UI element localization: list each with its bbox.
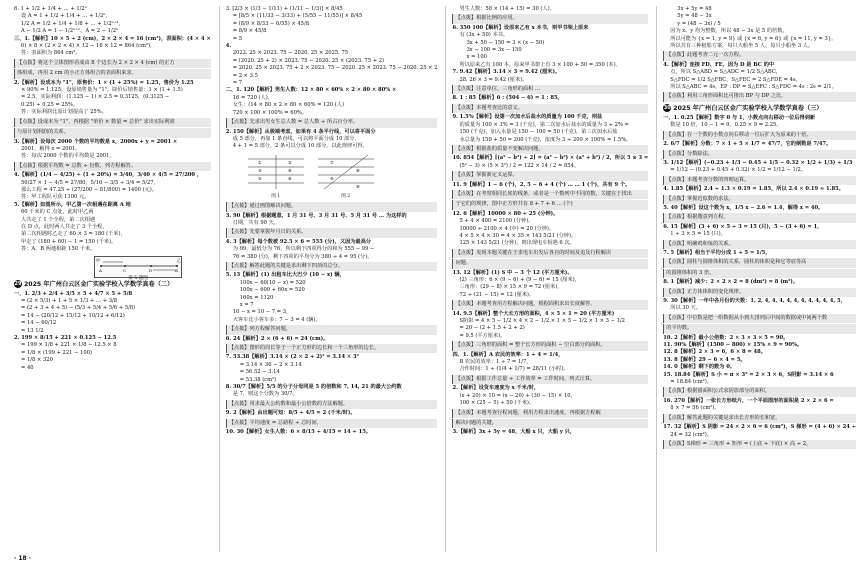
answer-line: = 199 × 1/8 + 221 × 1/8 − 12.5 × 8 xyxy=(21,342,117,349)
answer-line: 16 = 720 (人)， xyxy=(232,94,273,101)
col1-block-a xyxy=(14,6,211,254)
answer-line: 甲走了 (180 + 60) − 1 = 150 (千米)。 xyxy=(21,238,117,245)
answer-line: 720 × 100 × 100% = 60%。 xyxy=(232,109,308,116)
tip-note: 【点拨】发现本题关键在于求电车出发后各自的时间及追及行程解决 xyxy=(452,249,648,258)
answer-line: 所以可能为 {x = 1, y = 9} 或 {x = 6, y = 6} 或 {x = 11, y = 3}。 xyxy=(670,35,837,42)
answer-line: 7. 9.42【解析】3.14 × 3 = 9.42 (厘米)。 xyxy=(452,69,561,76)
answer-line: 150 (千克)，加入水量是 150 − 100 = 50 (千克)，第三次加水后盐 xyxy=(459,129,618,136)
tip-note: 【点拨】利用三角形面积比可推出 BP 与 DP 之比。 xyxy=(663,92,856,101)
answer-line: = (2 + 3 + 4 + 5) − (5/3 + 5/4 + 5/6 + 5/8) xyxy=(21,305,136,312)
answer-line: 有 (3x + 50) 本书。 xyxy=(459,32,509,39)
answer-line: 9. 2【解析】由出题可知：8/5 ÷ 4/5 = 2 (千米/时)。 xyxy=(225,410,356,417)
answer-line: B 农民的效率：1 ÷ 7 = 1/7， xyxy=(459,359,532,366)
answer-line: 答：A、B 两地相距 150 千米。 xyxy=(21,246,96,253)
tip-note: 【点拨】本题考查行程问题，利用方程求出速度，再根据方程解 xyxy=(452,409,648,418)
answer-line: 所以 30 天。 xyxy=(670,305,701,312)
answer-line: 2. 150【解析】从极端考虑，如果有 4 条平行线，可以将平面分 xyxy=(225,128,376,135)
answer-line: × 90% = 1.125，设原销售量为 "1"，降价后销售量：1 × (1 + 1.5) xyxy=(21,87,183,94)
answer-line: 4 × 5 × 4 × 30 = 4 × 35 × 143 5/21 (分钟)。 xyxy=(459,232,577,239)
answer-line: 10. 30【解析】女生人数：6 × 8/15 ÷ 4/15 = 14 ÷ 15。 xyxy=(225,429,371,436)
svg-text:⑦: ⑦ xyxy=(329,159,334,165)
answer-line: 在 D 点，此时两人共走了 3 个全程， xyxy=(21,223,108,230)
figure-caption: 第 5 题图 xyxy=(128,276,148,281)
svg-text:②: ② xyxy=(287,159,292,165)
answer-line: 0.25) ÷ 0.25 = 25%。 xyxy=(21,101,79,108)
tip-note: 【点拨】列方程解答问题。 xyxy=(226,325,438,334)
answer-line: S阴影 = 4 × 5 − 1/2 × 4 × 2 − 1/2 × 1 × 5 − 1/2 × 1 × 3 − 1/2 xyxy=(459,318,625,325)
fig-label: A xyxy=(99,267,102,273)
answer-line: 160x = 1120 xyxy=(239,294,274,301)
answer-line: 5.【解析】如图所示，甲乙第一次相遇在距离 A 地 xyxy=(14,201,131,208)
column-2 xyxy=(219,6,438,552)
answer-line: 大客车比小客车多：7 − 3 = 4 (辆)。 xyxy=(232,316,321,323)
tip-note: 【点拨】根据圆面积公式求阴影部分的面积。 xyxy=(663,387,856,396)
answer-line: 的质量为 100 × 3% = 3 (千克)，第二次加水后盐水的质量为 3 ÷ 2% = xyxy=(459,121,629,128)
journey-figure xyxy=(94,256,182,281)
answer-line: 3x + 5y = 48 xyxy=(677,6,712,12)
answer-line: 60 千米的 C 点处，此时甲乙两 xyxy=(21,209,94,216)
answer-line: 女生：(14 × 80 × 2 × 80 × 60% = 120 (人) xyxy=(232,102,344,109)
answer-line: = 13 1/2 xyxy=(21,327,44,334)
answer-line: = 56.52 − 3.14 xyxy=(239,369,280,376)
tip-note: 【点拨】解答此题的关键是求出剩下四项的总分。 xyxy=(226,262,438,271)
answer-line: x = 100 xyxy=(466,54,487,61)
svg-text:⑤: ⑤ xyxy=(257,175,262,181)
tip-note: 【点拨】图形的周长等于一个正方形的边长和一个三角形的边长。 xyxy=(226,344,438,353)
section-heading-3 xyxy=(663,104,856,113)
tip-note: 【点拨】掌握新定义运算。 xyxy=(452,171,648,180)
answer-line: 12. 8【解析】2 × 3 = 6，6 × 8 = 48。 xyxy=(663,349,766,356)
tip-note: 【点拨】在一个数的小数点向右移动一位后扩大为原来的十倍。 xyxy=(663,131,856,140)
column-4 xyxy=(656,6,856,552)
answer-line: 三角形：(29 − 8) × 15 × 9 = 72 (厘米)， xyxy=(459,284,563,291)
answer-line: = 40 xyxy=(21,364,34,371)
answer-line: 76 = 380 (分)，剩下四项的平均分为 380 ÷ 4 = 95 (分)。 xyxy=(232,253,373,260)
answer-line: 16. 270【解析】一张长方形纸片，一个平面图形的面积是 2 × 2 × 6 = xyxy=(663,397,834,404)
answer-line: 10. 2【解析】最小公倍数：2 × 3 × 3 × 5 = 90。 xyxy=(663,334,789,341)
answer-line: 1 ÷ 3 × 5 = 15 (只)。 xyxy=(670,231,726,238)
answer-line: 8. 1【解析】减少：2 × 2 × 2 = 8 (dm³) = 8 (m³)。 xyxy=(663,279,799,286)
answer-line: = 1/8 × 320 xyxy=(21,357,53,364)
answer-line: 3. 90【解析】根据题意，1 月 31 号、3 月 31 号、5 月 31 号 … 为这样的 xyxy=(225,212,407,219)
answer-line: = (2020. 25 + 2) × 2023. 75 − 2020. 25 × (2023. 75 + 2) xyxy=(232,57,385,64)
answer-line: 四、1.【解析】A 农民的效率：1 ÷ 4 = 1/4， xyxy=(452,351,564,358)
section-title: 2025 年广州白云区金广实验学校入学数学真卷（二） xyxy=(24,280,174,288)
svg-text:⑨: ⑨ xyxy=(329,175,334,181)
answer-line: 二、1. 120【解析】男生人数：12 × 80 × 60% × 2 × 80 × 80% × xyxy=(225,87,397,94)
answer-line: 答：每次 2000 个数的平均数是 2001。 xyxy=(21,153,115,160)
answer-line: 合作时间：1 ÷ (1/4 + 1/7) = 28/11 (小时)。 xyxy=(459,366,569,373)
answer-line: = 2020. 25 × 2023. 75 + 2 × 2023. 75 − 2020. 25 × 2023. 75 − 2020. 25 × 2 xyxy=(232,65,438,72)
answer-line: 6. 1 + 1/2 + 1/4 + … + 1/2ⁿ xyxy=(14,6,87,12)
parallel-lines-diagram-1 xyxy=(246,153,306,191)
answer-line: 5y = 48 − 3x xyxy=(677,13,712,20)
answer-line: 一、1. 0.25【解析】数字 0 与 1，小数点向右移动一位后得到新 xyxy=(663,114,816,121)
tip-note: 体组成，再用 2 cm 的小正方体组合的表面积来求。 xyxy=(14,69,211,78)
answer-line: 6. 350 100【解析】设原来乙有 x 本书，则甲书架上原来 xyxy=(452,24,589,31)
answer-line: 3.【解析】设每次 2000 个数的平均数是 x，2000x + y = 2001 × xyxy=(14,138,178,145)
answer-line: S△FDC = 1/2 S△FBC，S△FEC = 2 S△FDE = 4s， xyxy=(670,76,801,83)
tip-note: 与原计划利润的关系。 xyxy=(14,128,211,137)
answer-line: 24 = 32 (cm²)。 xyxy=(670,431,712,438)
answer-line: 9. 30【解析】一年中各月份的天数：1, 2, 4, 4, 4, 4, 4, 4, 4, 4, 4, 4, 5， xyxy=(663,298,846,304)
answer-line: = 20 − (2 + 1.5 + 2 + 2) xyxy=(459,325,525,332)
answer-line: 4.【解析】(1/4 − 4/25) ÷ (1 + 20%) = 3/40，3/40 × 4/5 = 27/200 ， xyxy=(14,172,203,179)
answer-line: = (8/9 × 8/33 − 6/55) × 45/8 xyxy=(232,20,310,27)
answer-line: 17. 32【解析】S 阴影 = 24 × 2 × 6 = 6 (cm²)，S 梯形 = (4 + 6) × 24 ÷ xyxy=(663,424,856,431)
col3-block-a xyxy=(452,6,648,437)
answer-line: 11. 9【解析】1 − 6 (个)，2, 5 − 6 + 4 (个) … … 1 (个)，共有 9 个。 xyxy=(452,181,631,188)
answer-line: 50/27 × 1 − 4/5 = 27/80，5/16 − 3/5 ÷ 3/4 = 5/27， xyxy=(21,179,159,186)
answer-line: 点，所以 S△ABD = S△ADC = 1/2 S△ABC， xyxy=(670,69,781,76)
answer-line: 男生人数：58 × (14 + 15) = 30 (人)。 xyxy=(459,6,555,12)
figure-2 xyxy=(316,153,376,200)
answer-line: 8. 1 : 85【解析】6 : (504 − 6) = 1 : 85。 xyxy=(452,95,563,102)
answer-line: 三、1.【解析】10 × 5 ÷ 2 (cm)，2 × 2 × 4 = 16 (cm²)，表面积：(4 × 4 × xyxy=(14,35,211,42)
tip-note: 【点拨】根据盐的质量不变解决问题。 xyxy=(452,145,648,154)
answer-line: (x + 20) × 10 = (x − 20) + (30 − 15) × 10， xyxy=(459,392,576,399)
answer-line: 13. 12【解析】(1) S 中 − 3 个 12 (平方厘米)。 xyxy=(452,269,573,276)
answer-line: 4.【解析】连接 FD、FE，因为 D 是 BC 的中 xyxy=(663,61,775,68)
answer-line: 2.【解析】设成本为 "1"，原售价：1 × (1 + 25%) = 1.25，售价为 1.25 xyxy=(14,79,194,86)
tip-note: 【点拨】本题考查比的意义。 xyxy=(452,104,648,113)
answer-line: 5. 13【解析】(1) 出租车比大巴少 (10 − x) 辆， xyxy=(225,272,345,279)
answer-line: = 1/12 − (0.23 + 0.45 + 0.32) × 1/2 = 1/12 − 1/2。 xyxy=(670,167,807,174)
tip-note: 【点拨】S梯形 = 三角形 + 矩形 = (上底 + 下底) × 高 ÷ 2。 xyxy=(663,440,856,449)
tip-note: 【点拨】平均速度 = 总路程 ÷ 总时间。 xyxy=(226,419,438,428)
answer-line: 是 7，则这个分数为 30/7。 xyxy=(232,391,298,398)
answer-line: (2) 三角形：6 × (9 − 6) + (9 − 6) = 15 (厘米)， xyxy=(459,277,580,283)
answer-line: 4. xyxy=(225,43,232,50)
answer-line: 所以共有三种租船方案，每只大船坐 5 人，每只小船坐 3 人。 xyxy=(670,43,814,50)
fig-label: B xyxy=(175,267,178,273)
answer-line: 28. 26 × 3 = 9.42 (厘米)。 xyxy=(459,76,528,83)
tip-note: 【点拨】根据题意列方程。 xyxy=(663,213,856,222)
answer-line: 所以原来乙有 100 本，原来甲书架上有 3 × 100 + 50 = 350 (本)。 xyxy=(459,61,621,68)
answer-line: 7. 53.38【解析】3.14 × (2 × 2 + 2)² = 3.14 × 3² xyxy=(225,354,359,361)
answer-line: 100x − 600 + 60x = 520 xyxy=(239,287,305,294)
tip-note: 【点拨】中位数是把一组数据从小到大排列后中间的数据或中间两个数 xyxy=(663,314,856,323)
tip-note: 【点拨】此题考查二元一次方程。 xyxy=(663,51,856,60)
tip-note: 【点拨】在考察相同长度的线条，或者是一个数列中不同的数，关键在于找出 xyxy=(452,190,648,199)
svg-text:⑩: ⑩ xyxy=(355,183,360,189)
tip-note: 【点拨】解答此题的关键是求出长方形的长和宽。 xyxy=(663,414,856,423)
answer-line: = 53.38 (cm²) xyxy=(239,376,277,383)
section-title: 2025 年广州白云区金广实验学校入学数学真卷（三） xyxy=(673,104,823,112)
answer-line: 7. 5【解析】相当于平均分成 1 ÷ 5 = 1/5， xyxy=(663,249,771,256)
fig-label: 甲 xyxy=(96,257,100,263)
tip-note: 【点拨】注意单位，三角形的面积 … xyxy=(452,85,648,94)
tip-note: 【点拨】将这个立体图形看成由 8 个边长为 2 × 2 × 4 (cm) 的正方 xyxy=(14,59,211,68)
line-division-figures xyxy=(246,153,438,200)
parallel-lines-diagram-2 xyxy=(316,153,376,191)
answer-line: 4. 1.85【解析】2.4 ÷ 1.3 × 0.19 = 1.85，所以 2.4 × 0.19 ≈ 1.85。 xyxy=(663,186,844,193)
answer-line: = 18.84 (cm²)。 xyxy=(670,379,712,386)
answer-line: = (2 × 5/3) + 1 + 5 × 1/3 + … + 3/8 xyxy=(21,298,118,304)
tip-note: 【点拨】根据平均数 = 总数 ÷ 份数，列方程解答。 xyxy=(14,162,211,171)
answer-line: 第二次相遇时乙走了 60 × 3 = 180 (千米)， xyxy=(21,231,126,238)
answer-line: 125 × 143 5/21 (分钟)，则出现电车相遇 6 次。 xyxy=(459,240,575,247)
tip-note: 【点拨】圆柱与圆锥体积的关系，圆柱的体积是和它等底等高 xyxy=(663,258,856,267)
answer-line: 10000 ÷ 2100 × 4 (中) = 20 (分钟)。 xyxy=(459,225,555,232)
tip-note: 【点拨】本题考查分数的四则运算。 xyxy=(663,176,856,185)
fig-label: D xyxy=(149,267,153,273)
fig-label: 乙 xyxy=(177,257,181,263)
answer-line: 成 5 部分，再加 1 条直线，可以将平面分成 10 部分， xyxy=(232,135,360,142)
answer-line: 3x − 100 = 3x − 150 xyxy=(466,47,522,54)
svg-text:③: ③ xyxy=(257,167,262,173)
tip-note: 于它们的规律，图中正方形共有 8 + 7 + 6 … (个) xyxy=(452,200,648,209)
answer-line: 6. 24【解析】2 × (6 + 6) = 24 (cm)。 xyxy=(225,335,329,342)
tip-note: 【点拨】本题考查用方程解决问题，根据面积求出长度解答。 xyxy=(452,300,648,309)
answer-line: 2. 6/7【解析】分数：7 × 1 + 5 × 1/7 = 47/7，它的倒数是 7/47。 xyxy=(663,141,832,148)
answer-line: 答：实际利润比原计划提高了 25%。 xyxy=(21,109,107,116)
tip-note: 【点拨】根据比例的应用。 xyxy=(452,14,648,23)
answer-line: 3. [2/3 × (1/3 − 1/11) + (1/11 − 1/3)] × 8/45 xyxy=(225,6,343,12)
answer-line: 2001，解得 x = 2001。 xyxy=(21,145,81,152)
section-badge: 30 xyxy=(663,104,671,111)
answer-line: 72 ÷ (21 − 15) = 12 (厘米)。 xyxy=(459,291,535,298)
tip-note: 【点拨】分数除法。 xyxy=(663,150,856,159)
answer-line: 水总量为 150 + 50 = 200 (千克)，浓度为 3 ÷ 200 × 100% = 1.5%。 xyxy=(459,136,632,143)
answer-line: x = 7 xyxy=(239,302,254,308)
tip-note: 的圆锥体积的 3 倍。 xyxy=(663,269,856,278)
answer-line: 5. 40【解析】设这个数为 x，1/5 x − 2.6 = 1.4，解得 x = 40。 xyxy=(663,204,824,211)
answer-line: 日期，共有 90 天。 xyxy=(232,219,279,226)
answer-line: = 8/9 × 45/8 xyxy=(232,28,267,35)
answer-line: = 14 − 60/12 xyxy=(21,320,57,327)
answer-line: y = (48 − 3x) / 5 xyxy=(677,20,721,27)
tip-note: 的平均数。 xyxy=(663,324,856,333)
col4-block-b xyxy=(663,115,856,449)
tip-note: 解决问题的关键。 xyxy=(452,419,648,428)
svg-text:⑧: ⑧ xyxy=(355,167,360,173)
tip-note: 【点拨】先求出男女生总人数 = 总人数 ÷ 所占百分率。 xyxy=(226,118,438,127)
answer-line: = 3.14 × 36 − 2 × 3.14 xyxy=(239,361,302,368)
answer-line: = 7 xyxy=(232,80,243,87)
answer-line: 10 − x = 10 − 7 = 3， xyxy=(232,309,292,316)
fig-label: C xyxy=(123,267,127,273)
answer-line: 因为 x、y 均为整数，所以 48 − 3x 是 5 的倍数， xyxy=(670,28,788,35)
col2-block-a xyxy=(226,6,438,151)
col2-block-b xyxy=(226,202,438,436)
figure-caption: 图 2 xyxy=(341,194,351,200)
tip-note: 【点拨】三角形的面积 = 整个长方形的面积 − 空白部分的面积。 xyxy=(452,341,648,350)
answer-line: 答：表面积为 864 cm²。 xyxy=(21,50,81,57)
tip-note: 【点拨】设成本为 "1"，再根据 "单价 × 数量 = 总价" 求出实际利润 xyxy=(14,118,211,127)
answer-line: 4. 3【解析】每个数被 92.5 × 6 = 555 (分)，又因为最高分 xyxy=(225,238,372,245)
tip-note: 【点拨】明确鸡和兔的关系。 xyxy=(663,240,856,249)
section-badge: 29 xyxy=(14,280,22,287)
answer-line: 2. 199 × 8/15 + 221 × 0.125 − 12.5 xyxy=(14,335,117,342)
answer-line: 5 + 4 × 400 = 2100 (分钟)。 xyxy=(459,218,534,225)
answer-line: 100 × (25 − 5) ÷ 50 (千米)。 xyxy=(459,400,535,407)
col4-block-a xyxy=(663,6,856,102)
answer-line: 8 × 7 = 56 (cm²)。 xyxy=(670,405,720,412)
answer-line: 2.【解析】设货车速度为 x 千米/时， xyxy=(452,385,540,392)
column-1 xyxy=(14,6,211,552)
answer-line: 6) × 8 × (2 × 2 × 4) × 12 − 16 × 12 = 864 (cm²)， xyxy=(21,43,156,50)
answer-line: (5² − 3) × (5 × 3²) / 2 = 122 × 14 / 2 = 854。 xyxy=(459,162,580,169)
answer-line: 人共走了 1 个全程，第二次相遇 xyxy=(21,216,96,223)
answer-line: 答：甲工程队可获 1100 元。 xyxy=(21,194,90,201)
answer-line: 9. 1.5%【解析】设第一次加水后盐水的质量为 100 千克，则盐 xyxy=(452,114,603,121)
answer-line: = 2 × 3.5 xyxy=(232,72,258,79)
answer-line: 14. 9.5【解析】整个大长方形的面积，4 × 5 × 1 = 20 (平方厘米) xyxy=(452,310,615,317)
answer-line: 14. 0【解析】剩下的数为 0。 xyxy=(663,364,736,371)
answer-line: 6. 15【解析】(3 + 6) × 5 ÷ 3 = 15 (只)，5 − (3 + 6) = 1， xyxy=(663,223,823,230)
answer-line: 3x + 50 − 150 = 3 × (x − 50) xyxy=(466,39,545,46)
answer-line: 为 99，最低分为 76，所以剩下四项得分的和为 555 − 99 − xyxy=(232,246,375,253)
tip-note: 【点拨】根据工作总量 ÷ 工作效率 = 工作时间，列式计算。 xyxy=(452,375,648,384)
answer-line: 1/2 A = 1/2 + 1/4 + 1/8 + … + 1/2ⁿ⁺¹， xyxy=(21,20,124,27)
answer-line: 所以 S△ABC = 4s，EP : DP = S△EFC : S△FDC = 4s : 2s = 2/1。 xyxy=(670,84,837,91)
tip-note: 【点拨】先要掌握年月日的关系。 xyxy=(226,228,438,237)
svg-text:④: ④ xyxy=(287,167,292,173)
svg-text:⑥: ⑥ xyxy=(287,175,292,181)
tip-note: 【点拨】掌握近似数的求法。 xyxy=(663,195,856,204)
journey-diagram xyxy=(95,257,183,273)
answer-line: = 2.5，实际利润：(1.125 − 1) × 2.5 = 0.3125，(0.3125 − xyxy=(21,94,170,101)
answer-line: = [8/5 × (11/33 − 3/33) + (5/55 − 11/55)] × 8/45 xyxy=(232,13,363,20)
answer-line: = 1/8 × (199 + 221 − 100) xyxy=(21,349,93,356)
answer-line: 11. 90%【解析】(1500 − 800) × 15% × 9 = 90%。 xyxy=(663,342,803,349)
answer-line: 10. 854【解析】[(a² − b²) ÷ 2] = (a² − b²) × (a² + b²) / 2，所以 5 ⊙ 3 = xyxy=(452,155,649,162)
figure-1 xyxy=(246,153,306,200)
svg-text:①: ① xyxy=(257,159,262,165)
answer-line: = 9.5 (平方厘米)。 xyxy=(459,332,506,339)
answer-line: 3. 1/12【解析】(−0.23 + 1/3 − 0.45 + 1/5 − 0.32 × 1/2 + 1/3) ÷ 1/3 xyxy=(663,159,853,166)
answer-line: 12. 6【解析】10000 × 80 ÷ 25 (分钟)。 xyxy=(452,210,559,217)
figure-caption: 图 1 xyxy=(271,194,281,200)
answer-line: 13. 8【解析】29 − 6 × 4 = 5。 xyxy=(663,356,746,363)
answer-line: 8. 30/7【解析】5/5 的分子分母同是 5 的倍数和 7, 14, 21 的最大公约数 xyxy=(225,384,402,391)
page-number: · 18 · xyxy=(14,554,32,562)
answer-line: 100x − 60(10 − x) = 520 xyxy=(239,279,306,286)
answer-line: = 14 − (20/12 + 15/12 + 10/12 + 6/12) xyxy=(21,312,125,319)
answer-line: = 5 xyxy=(232,35,243,42)
tip-note: 【点拨】用求最大公约数和最小公倍数的方法解题。 xyxy=(226,400,438,409)
answer-line: 15. 18.84【解析】S 小 = π × 3² = 2 × 3 × 6，S阴影 = 3.14 × 6 xyxy=(663,371,834,378)
answer-line: 一、1. 2/3 + 2/4 + 3/5 × 5 + 4/7 × 5 + 5/8 xyxy=(14,290,133,297)
answer-line: 2022. 25 × 2023. 75 − 2020. 25 × 2025. 75 xyxy=(232,50,349,57)
answer-line: 4 + 1 = 5 部分，2 条可以分成 10 部分，以此规律可得。 xyxy=(232,143,368,150)
column-3 xyxy=(445,6,648,552)
tip-note: 【点拨】通过画图解决问题。 xyxy=(226,202,438,211)
answer-line: 那么工程 = 47.25 ÷ (27/200 − 81/800) = 1400 (元)。 xyxy=(21,186,157,193)
tip-note: 【点拨】正方体体积的变化规律。 xyxy=(663,288,856,297)
answer-line: 3.【解析】3x + 5y = 48，大船 x 只，大船 y 只， xyxy=(452,429,576,436)
answer-line: A − 1/2 A = 1 − 1/2ⁿ⁺¹，A = 2 − 1/2ⁿ xyxy=(21,28,119,35)
tip-note: 问题。 xyxy=(452,259,648,268)
col1-block-b xyxy=(14,291,211,372)
answer-line: 数是 10 倍，10 − 1 = 9，0.25 × 9 = 2.25。 xyxy=(670,122,782,129)
answer-line: 设 A = 1 + 1/2 + 1/4 + … + 1/2ⁿ， xyxy=(21,13,111,20)
